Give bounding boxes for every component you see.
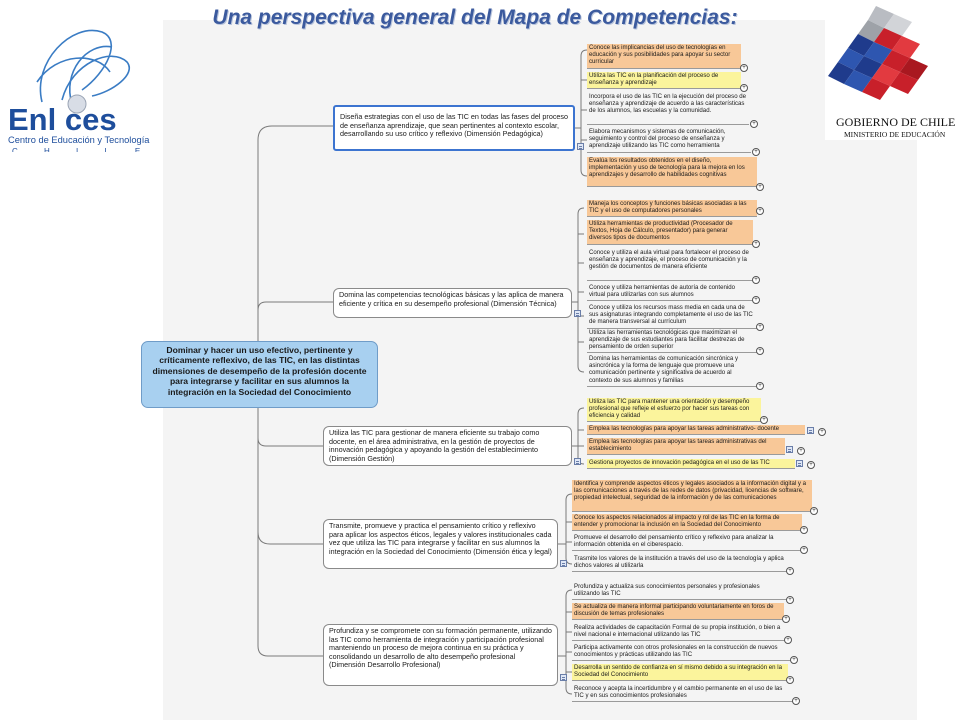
leaf-tecnica-1[interactable]: Maneja los conceptos y funciones básicas asociadas a las TIC y el uso de computadores personales [587, 200, 757, 217]
note-icon[interactable] [577, 143, 584, 150]
expand-plus-icon[interactable]: + [818, 428, 826, 436]
note-icon[interactable] [574, 310, 581, 317]
expand-plus-icon[interactable]: + [782, 615, 790, 623]
enlaces-wordmark: Enl ces [8, 102, 117, 137]
branch-node-etica[interactable] [323, 519, 558, 569]
expand-plus-icon[interactable]: + [756, 207, 764, 215]
leaf-desarrollo-4[interactable]: Participa activamente con otros profesionales en la construcción de nuevos conocimientos y prácticas utilizando las TIC [572, 644, 792, 661]
branch-text-etica: Transmite, promueve y practica el pensamiento crítico y reflexivo para aplicar los aspectos éticos, legales y valores institucionales cada vez que utiliza las TIC para integrarse y facilitar en sus alumnos la integración en la Sociedad del Conocimiento (Dimensión ética y legal) [329, 521, 552, 556]
page-title: Una perspectiva general del Mapa de Competencias: [212, 6, 738, 29]
enlaces-country: C H I L E [12, 147, 153, 152]
leaf-tecnica-5[interactable]: Conoce y utiliza los recursos mass media en cada una de sus asignaturas integrando completamente el uso de las TIC de manera transversal al currículum [587, 304, 757, 329]
enlaces-subtitle: Centro de Educación y Tecnología [8, 135, 150, 145]
branch-node-desarrollo[interactable] [323, 624, 558, 686]
leaf-pedagogica-1[interactable]: Conoce las implicancias del uso de tecnologías en educación y sus posibilidades para apoyar su sector curricular [587, 44, 741, 69]
expand-plus-icon[interactable]: + [810, 507, 818, 515]
leaf-gestion-3[interactable]: Emplea las tecnologías para apoyar las tareas administrativas del establecimiento [587, 438, 785, 455]
leaf-tecnica-3[interactable]: Conoce y utiliza el aula virtual para fortalecer el proceso de enseñanza y aprendizaje, el proceso de comunicación y la gestión de documentos de manera eficiente [587, 249, 753, 281]
central-node[interactable]: Dominar y hacer un uso efectivo, pertinente y críticamente reflexivo, de las TIC, en las distintas dimensiones de desempeño de la profesión docente para integrarse y facilitar en sus alumnos la integración en la Sociedad del Conocimiento [141, 341, 378, 408]
note-icon[interactable] [560, 560, 567, 567]
branch-text-gestion: Utiliza las TIC para gestionar de manera eficiente su trabajo como docente, en el área administrativa, en la gestión de proyectos de innovación pedagógica y apoyando la gestión del establecimiento (Dimensión Gestión) [329, 428, 540, 463]
expand-plus-icon[interactable]: + [756, 323, 764, 331]
leaf-tecnica-6[interactable]: Utiliza las herramientas tecnológicas que maximizan el aprendizaje de sus estudiantes para facilitar destrezas de pensamiento de orden superior [587, 329, 757, 353]
leaf-etica-1[interactable]: Identifica y comprende aspectos éticos y legales asociados a la información digital y a las comunicaciones a través de las redes de datos (privacidad, licencias de software, propiedad intelectual, seguridad de la información y de las comunicaciones [572, 480, 812, 512]
note-icon[interactable] [786, 446, 793, 453]
expand-plus-icon[interactable]: + [756, 183, 764, 191]
expand-plus-icon[interactable]: + [760, 416, 768, 424]
branch-node-tecnica[interactable] [333, 288, 572, 318]
branch-node-gestion[interactable] [323, 426, 572, 466]
expand-plus-icon[interactable]: + [756, 347, 764, 355]
branch-text-pedagogica: Diseña estrategias con el uso de las TIC en todas las fases del proceso de enseñanza aprendizaje, que sean pertinentes al contexto escolar, desarrollando su uso crítico y reflexivo (Dimensión Pedagógica) [340, 112, 568, 139]
expand-plus-icon[interactable]: + [786, 676, 794, 684]
expand-plus-icon[interactable]: + [792, 697, 800, 705]
expand-plus-icon[interactable]: + [790, 656, 798, 664]
leaf-pedagogica-2[interactable]: Utiliza las TIC en la planificación del proceso de enseñanza y aprendizaje [587, 72, 741, 89]
leaf-pedagogica-5[interactable]: Evalúa los resultados obtenidos en el diseño, implementación y uso de tecnología para la mejora en los aprendizajes y desarrollo de habilidades cognitivas [587, 157, 757, 187]
leaf-pedagogica-3[interactable]: Incorpora el uso de las TIC en la ejecución del proceso de enseñanza y aprendizaje de acuerdo a las características de los alumnos, las escuelas y la comunidad. [587, 93, 749, 125]
branch-node-pedagogica[interactable] [333, 105, 575, 151]
note-icon[interactable] [796, 460, 803, 467]
leaf-desarrollo-3[interactable]: Realiza actividades de capacitación Formal de su propia institución, o bien a nivel nacional e internacional utilizando las TIC [572, 624, 786, 641]
expand-plus-icon[interactable]: + [786, 567, 794, 575]
expand-plus-icon[interactable]: + [800, 526, 808, 534]
leaf-desarrollo-5[interactable]: Desarrolla un sentido de confianza en sí mismo debido a su integración en la Sociedad del Conocimiento [572, 664, 788, 681]
expand-plus-icon[interactable]: + [740, 84, 748, 92]
branch-text-tecnica: Domina las competencias tecnológicas básicas y las aplica de manera eficiente y crítica en su desempeño profesional (Dimensión Técnica) [339, 290, 564, 308]
leaf-desarrollo-2[interactable]: Se actualiza de manera informal participando voluntariamente en foros de discusión de temas profesionales [572, 603, 784, 620]
expand-plus-icon[interactable]: + [752, 240, 760, 248]
ministerio-text: MINISTERIO DE EDUCACIÓN [844, 130, 946, 139]
expand-plus-icon[interactable]: + [740, 64, 748, 72]
leaf-tecnica-4[interactable]: Conoce y utiliza herramientas de autoría de contenido virtual para utilizarlas con sus alumnos [587, 284, 753, 301]
leaf-gestion-2[interactable]: Emplea las tecnologías para apoyar las tareas administrativo- docente [587, 425, 805, 435]
note-icon[interactable] [807, 427, 814, 434]
expand-plus-icon[interactable]: + [752, 148, 760, 156]
expand-plus-icon[interactable]: + [800, 546, 808, 554]
expand-plus-icon[interactable]: + [786, 596, 794, 604]
expand-plus-icon[interactable]: + [756, 382, 764, 390]
expand-plus-icon[interactable]: + [750, 120, 758, 128]
leaf-tecnica-2[interactable]: Utiliza herramientas de productividad (Procesador de Textos, Hoja de Cálculo, presentador) para generar diversos tipos de documentos [587, 220, 753, 245]
leaf-etica-2[interactable]: Conoce los aspectos relacionados al impacto y rol de las TIC en la forma de entender y promocionar la inclusión en la Sociedad del Conocimiento [572, 514, 802, 531]
leaf-desarrollo-6[interactable]: Reconoce y acepta la incertidumbre y el cambio permanente en el uso de las TIC y en sus conocimientos profesionales [572, 685, 794, 702]
expand-plus-icon[interactable]: + [784, 636, 792, 644]
leaf-etica-3[interactable]: Promueve el desarrollo del pensamiento crítico y reflexivo para analizar la información obtenida en el ciberespacio. [572, 534, 802, 551]
expand-plus-icon[interactable]: + [752, 296, 760, 304]
leaf-etica-4[interactable]: Trasmite los valores de la institución a través del uso de la tecnología y aplica dichos valores al utilizarla [572, 555, 788, 572]
branch-text-desarrollo: Profundiza y se compromete con su formación permanente, utilizando las TIC como herramienta de integración y participación profesional manteniendo un proceso de mejora continua en su práctica y consolidando un desarrollo de alto desempeño profesional (Dimensión Desarrollo Profesional) [329, 626, 552, 670]
leaf-gestion-1[interactable]: Utiliza las TIC para mantener una orientación y desempeño profesional que refleje el esfuerzo por hacer sus tareas con eficiencia y calidad [587, 398, 761, 422]
gobierno-text: GOBIERNO DE CHILE [836, 115, 956, 129]
note-icon[interactable] [560, 674, 567, 681]
expand-plus-icon[interactable]: + [807, 461, 815, 469]
leaf-pedagogica-4[interactable]: Elabora mecanismos y sistemas de comunicación, seguimiento y control del proceso de enseñanza y aprendizaje utilizando las TIC como herramienta [587, 128, 751, 153]
expand-plus-icon[interactable]: + [797, 447, 805, 455]
expand-plus-icon[interactable]: + [752, 276, 760, 284]
note-icon[interactable] [574, 458, 581, 465]
leaf-tecnica-7[interactable]: Domina las herramientas de comunicación sincrónica y asincrónica y la forma de lenguaje que promueve una comunicación pertinente y significativa de acuerdo al contexto de sus alumnos y familias [587, 355, 757, 387]
leaf-desarrollo-1[interactable]: Profundiza y actualiza sus conocimientos personales y profesionales utilizando las TIC [572, 583, 788, 600]
leaf-gestion-4[interactable]: Gestiona proyectos de innovación pedagógica en el uso de las TIC [587, 459, 795, 469]
